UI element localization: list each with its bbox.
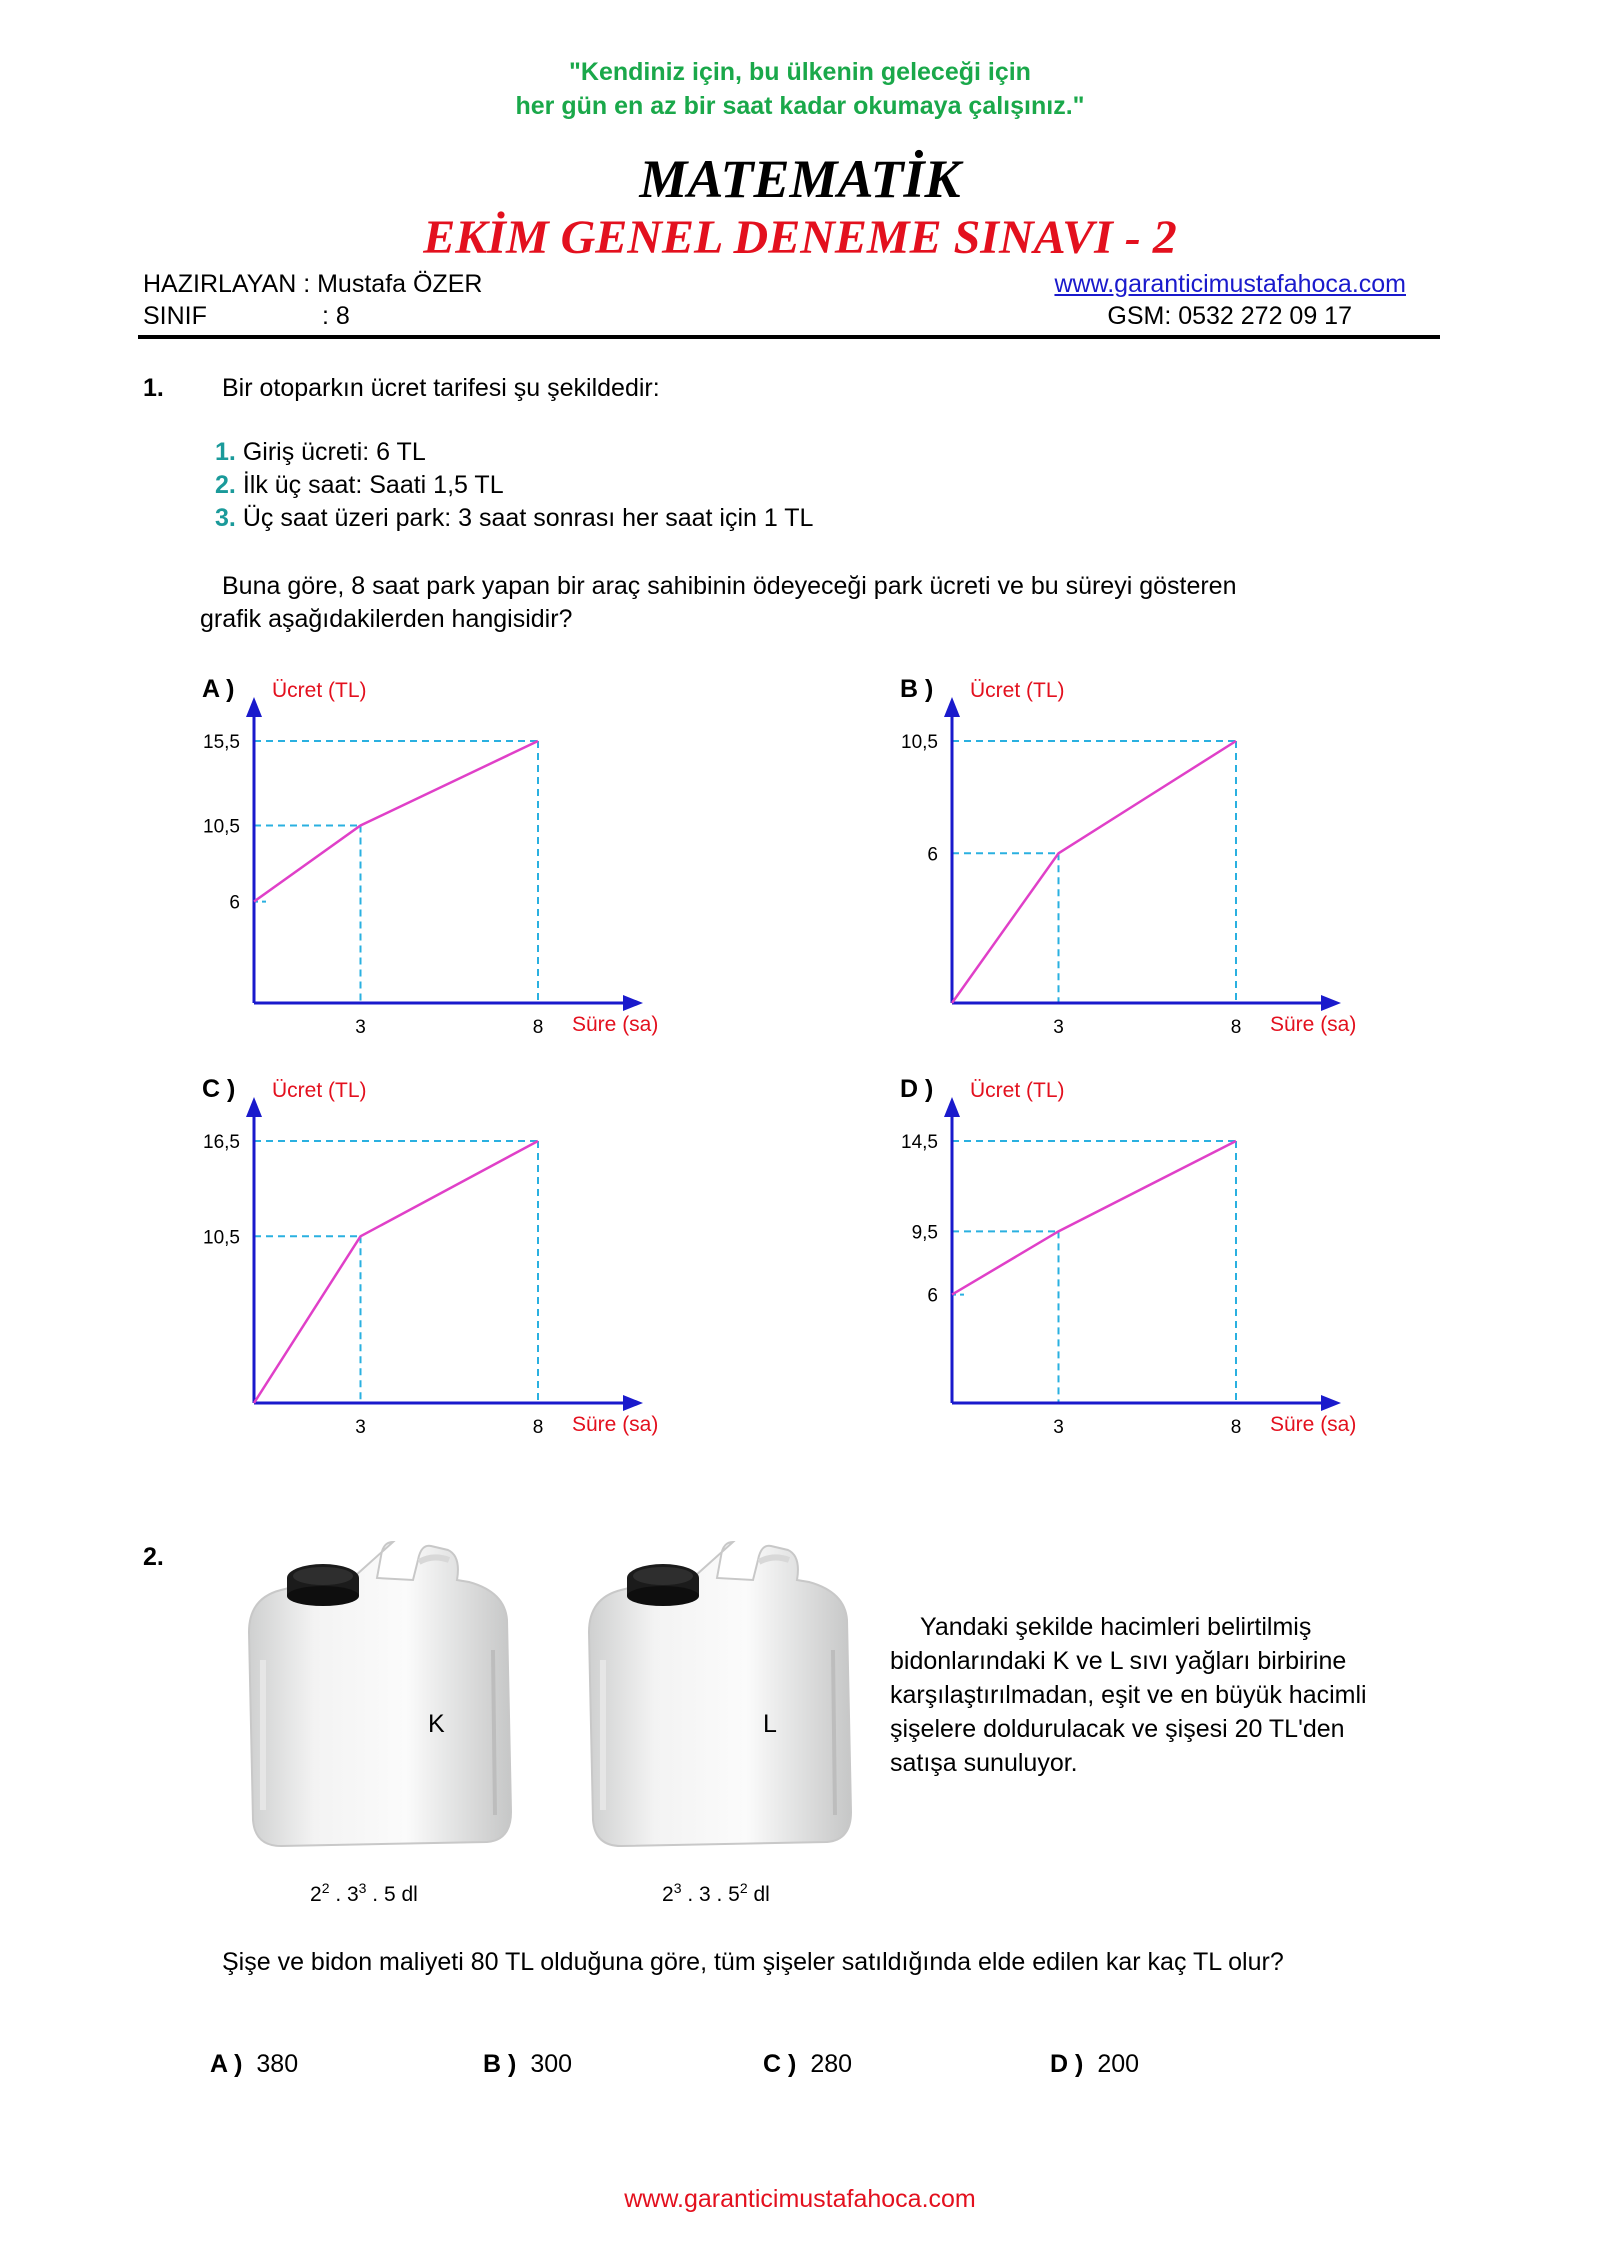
question-2-desc-line: Yandaki şekilde hacimleri belirtilmiş	[920, 1613, 1312, 1641]
class-value: : 8	[322, 302, 350, 330]
question-2-desc-line: karşılaştırılmadan, eşit ve en büyük hacimli	[890, 1681, 1367, 1709]
answer-value: 280	[810, 2050, 853, 2078]
chart-x-tick-label: 3	[355, 1417, 366, 1438]
tariff-item-number: 2.	[215, 471, 236, 499]
chart-y-tick-label: 10,5	[901, 732, 938, 753]
question-1-text-line-2: grafik aşağıdakilerden hangisidir?	[200, 605, 573, 633]
answer-value: 300	[530, 2050, 573, 2078]
question-1-intro: Bir otoparkın ücret tarifesi şu şekildedir:	[222, 374, 660, 402]
answer-label: C )	[763, 2050, 797, 2078]
chart-option-label: A )	[202, 675, 235, 703]
answer-value: 200	[1097, 2050, 1140, 2078]
jug-k-exp-1: 2	[321, 1880, 330, 1896]
chart-y-axis-arrow	[944, 697, 960, 717]
chart-x-tick-label: 8	[532, 1017, 544, 1038]
jug-k-volume	[310, 1880, 418, 1907]
jug-l-end: dl	[747, 1883, 770, 1906]
jug-l-mid: . 3 . 5	[681, 1883, 740, 1906]
class-label: SINIF	[143, 302, 207, 330]
header-divider	[138, 335, 1440, 339]
chart-x-tick-label: 8	[1230, 1017, 1242, 1038]
question-2-desc-line: bidonlarındaki K ve L sıvı yağları birbirine	[890, 1647, 1347, 1675]
chart-y-tick-label: 15,5	[203, 732, 240, 753]
jug-k-exp-2: 3	[358, 1880, 367, 1896]
tariff-item	[215, 504, 813, 533]
answer-option-d[interactable]	[1050, 2050, 1139, 2079]
chart-xlabel: Süre (sa)	[1270, 1013, 1357, 1036]
chart-x-axis-arrow	[623, 1395, 643, 1411]
chart-option-label: D )	[900, 1075, 934, 1103]
exam-title: EKİM GENEL DENEME SINAVI - 2	[423, 211, 1177, 264]
chart-x-axis-arrow	[1321, 995, 1341, 1011]
chart-x-tick-label: 3	[1053, 1017, 1064, 1038]
question-2-desc-line: şişelere doldurulacak ve şişesi 20 TL'den	[890, 1715, 1345, 1743]
chart-series-line	[254, 741, 538, 902]
jug-k-letter: K	[428, 1710, 445, 1738]
jug-k-base: 2	[310, 1883, 322, 1906]
chart-option-d	[888, 1065, 1448, 1455]
gsm-number: GSM: 0532 272 09 17	[1107, 302, 1352, 330]
chart-svg	[190, 665, 750, 1055]
answer-option-a[interactable]	[210, 2050, 298, 2079]
website-link[interactable]: www.garanticimustafahoca.com	[1054, 270, 1406, 298]
chart-series-line	[952, 741, 1236, 1003]
quote-line-2: her gün en az bir saat kadar okumaya çalışınız."	[515, 92, 1085, 120]
answer-option-c[interactable]	[763, 2050, 852, 2079]
jug-k-image	[243, 1540, 525, 1860]
chart-y-tick-label: 6	[229, 892, 240, 914]
chart-y-tick-label: 16,5	[203, 1132, 240, 1153]
chart-y-tick-label: 10,5	[203, 1227, 240, 1249]
chart-y-tick-label: 6	[927, 844, 938, 866]
jug-l-image	[583, 1540, 865, 1860]
jug-l-letter: L	[763, 1710, 777, 1738]
answer-value: 380	[256, 2050, 299, 2078]
chart-x-tick-label: 8	[532, 1417, 544, 1438]
chart-option-c	[190, 1065, 750, 1455]
chart-xlabel: Süre (sa)	[1270, 1413, 1357, 1436]
quote-line-1: "Kendiniz için, bu ülkenin geleceği için	[569, 58, 1031, 86]
chart-y-tick-label: 6	[927, 1285, 938, 1307]
jug-l	[583, 1540, 865, 1860]
chart-ylabel: Ücret (TL)	[970, 1079, 1065, 1102]
chart-svg	[888, 1065, 1448, 1455]
jug-k	[243, 1540, 525, 1860]
chart-y-axis-arrow	[246, 1097, 262, 1117]
tariff-item-number: 1.	[215, 438, 236, 466]
jug-k-end: . 5 dl	[366, 1883, 418, 1906]
chart-option-b	[888, 665, 1448, 1055]
answer-label: A )	[210, 2050, 243, 2078]
chart-y-axis-arrow	[944, 1097, 960, 1117]
jug-l-exp-1: 3	[673, 1880, 682, 1896]
chart-ylabel: Ücret (TL)	[272, 1079, 367, 1102]
chart-series-line	[254, 1141, 538, 1403]
chart-option-a	[190, 665, 750, 1055]
answer-option-b[interactable]	[483, 2050, 572, 2079]
question-2-number: 2.	[143, 1543, 164, 1571]
chart-ylabel: Ücret (TL)	[272, 679, 367, 702]
chart-y-tick-label: 9,5	[911, 1222, 938, 1244]
tariff-item-number: 3.	[215, 504, 236, 532]
chart-x-tick-label: 3	[355, 1017, 366, 1038]
tariff-item-text: Giriş ücreti: 6 TL	[242, 438, 426, 466]
chart-y-tick-label: 10,5	[203, 816, 240, 838]
chart-x-axis-arrow	[623, 995, 643, 1011]
jug-l-base: 2	[662, 1883, 674, 1906]
answer-label: D )	[1050, 2050, 1084, 2078]
chart-xlabel: Süre (sa)	[572, 1413, 659, 1436]
tariff-item-text: Üç saat üzeri park: 3 saat sonrası her saat için 1 TL	[242, 504, 814, 532]
chart-xlabel: Süre (sa)	[572, 1013, 659, 1036]
author-label: HAZIRLAYAN : Mustafa ÖZER	[143, 270, 483, 298]
chart-svg	[888, 665, 1448, 1055]
chart-x-axis-arrow	[1321, 1395, 1341, 1411]
question-2-text: Şişe ve bidon maliyeti 80 TL olduğuna göre, tüm şişeler satıldığında elde edilen kar kaç TL olur?	[222, 1948, 1284, 1976]
tariff-item-text: İlk üç saat: Saati 1,5 TL	[242, 471, 504, 499]
chart-y-axis-arrow	[246, 697, 262, 717]
chart-y-tick-label: 14,5	[901, 1132, 938, 1153]
chart-ylabel: Ücret (TL)	[970, 679, 1065, 702]
jug-k-mid: . 3	[329, 1883, 359, 1906]
chart-option-label: B )	[900, 675, 934, 703]
jug-l-exp-2: 2	[739, 1880, 748, 1896]
chart-x-tick-label: 8	[1230, 1417, 1242, 1438]
tariff-item	[215, 471, 504, 500]
chart-option-label: C )	[202, 1075, 236, 1103]
question-1-text-line-1: Buna göre, 8 saat park yapan bir araç sahibinin ödeyeceği park ücreti ve bu süreyi gösteren	[222, 572, 1237, 600]
chart-series-line	[952, 1141, 1236, 1295]
question-1-number: 1.	[143, 374, 164, 402]
jug-l-volume	[662, 1880, 770, 1907]
chart-x-tick-label: 3	[1053, 1417, 1064, 1438]
answer-label: B )	[483, 2050, 517, 2078]
question-2-desc-line: satışa sunuluyor.	[890, 1749, 1078, 1777]
page-title: MATEMATİK	[639, 149, 961, 209]
footer-website[interactable]: www.garanticimustafahoca.com	[624, 2185, 976, 2213]
tariff-item	[215, 438, 426, 467]
chart-svg	[190, 1065, 750, 1455]
